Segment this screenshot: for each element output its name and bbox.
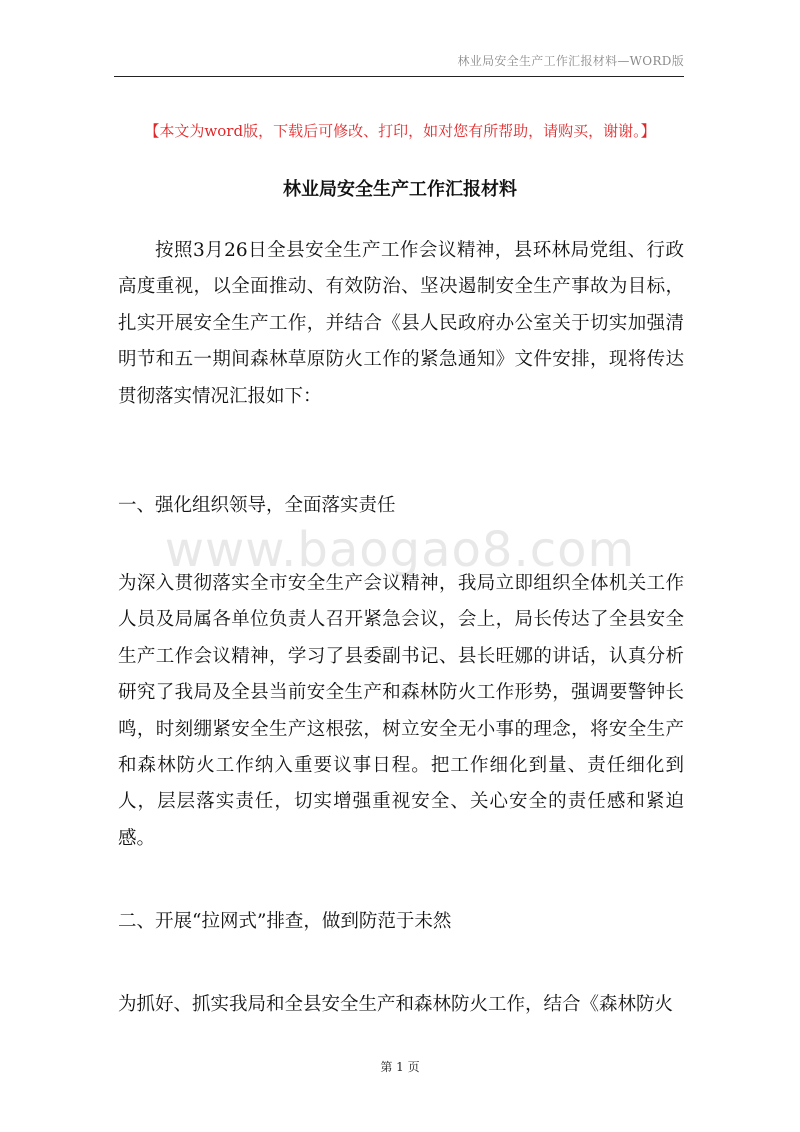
section-1-body: 为深入贯彻落实全市安全生产会议精神，我局立即组织全体机关工作人员及局属各单位负责人召开紧急会议，会上，局长传达了全县安全生产工作会议精神，学习了县委副书记、县长旺娜的讲话，认真分析研究了我局及全县当前安全生产和森林防火工作形势，强调要警钟长鸣，时刻绷紧安全生产这根弦，树立安全无小事的理念，将安全生产和森林防火工作纳入重要议事日程。把工作细化到量、责任细化到人，层层落实责任，切实增强重视安全、关心安全的责任感和紧迫感。 [118,573,684,849]
header-divider [114,76,684,77]
download-notice: 【本文为word版，下载后可修改、打印，如对您有所帮助，请购买，谢谢。】 [144,122,656,140]
page-number: 第 1 页 [380,1060,420,1074]
section-2-body: 为抓好、抓实我局和全县安全生产和森林防火工作，结合《森林防火 [118,994,674,1015]
intro-paragraph: 按照3月26日全县安全生产工作会议精神，县环林局党组、行政高度重视，以全面推动、有效防治、坚决遏制安全生产事故为目标，扎实开展安全生产工作，并结合《县人民政府办公室关于切实加强清明节和五一期间森林草原防火工作的紧急通知》文件安排，现将传达贯彻落实情况汇报如下： [118,240,684,407]
section-2-heading: 二、开展“拉网式”排查，做到防范于未然 [118,911,452,932]
running-header: 林业局安全生产工作汇报材料—WORD版 [457,54,684,68]
watermark: www.baogao8.com [164,522,636,578]
document-title: 林业局安全生产工作汇报材料 [283,179,517,200]
section-1-heading: 一、强化组织领导，全面落实责任 [118,495,396,516]
